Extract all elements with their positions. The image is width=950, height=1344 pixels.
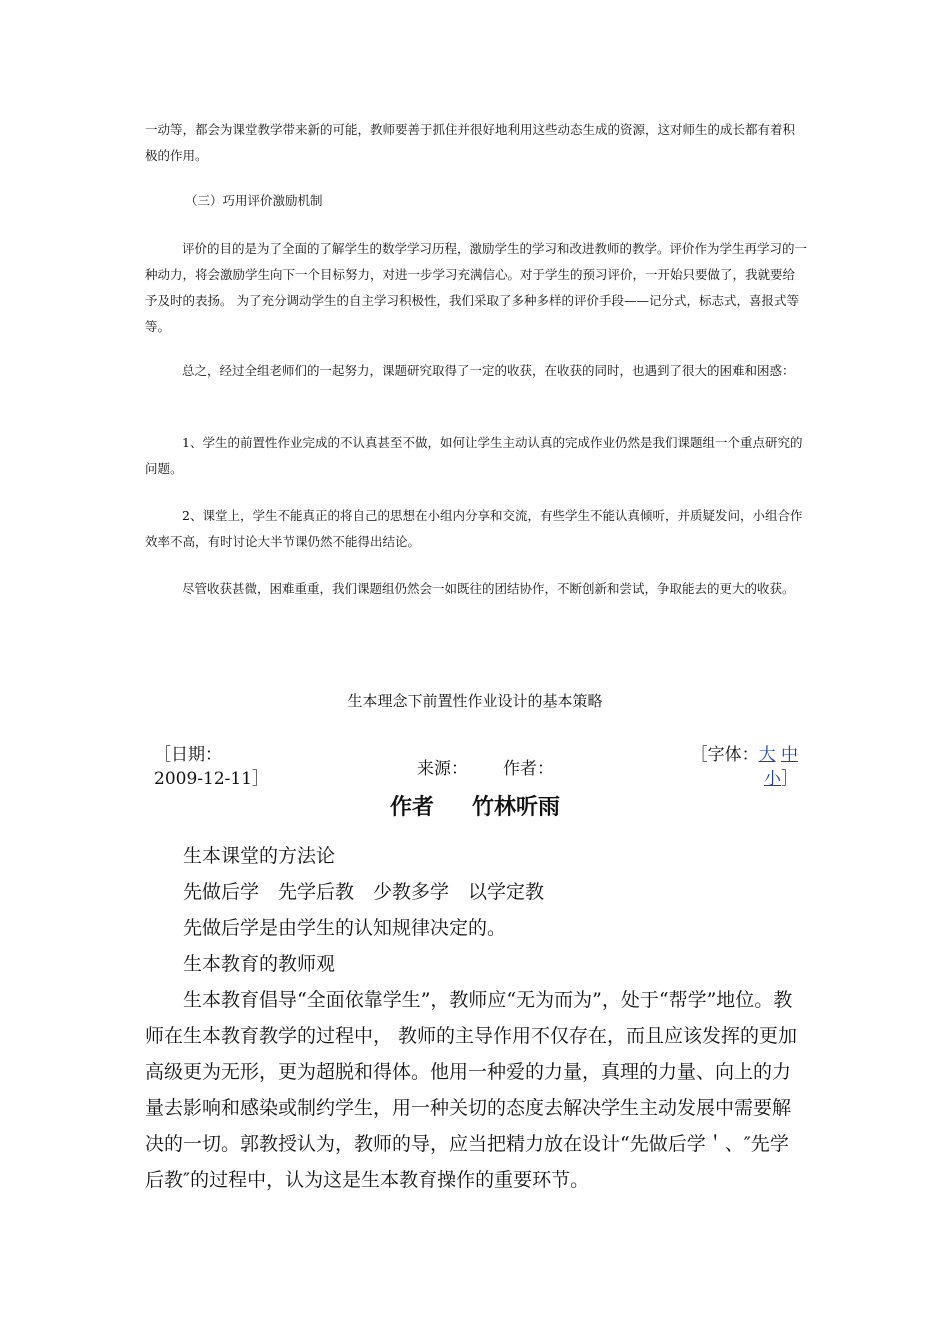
- font-close-bracket: ］: [781, 769, 798, 789]
- body-line: 生本课堂的方法论: [183, 845, 336, 867]
- byline-name: 竹林听雨: [472, 795, 561, 820]
- body-paragraph: 生本教育倡导“全面依靠学生”，教师应“无为而为”，处于“帮学”地位。教师在生本教育教学的过程中， 教师的主导作用不仅存在，而且应该发挥的更加高级更为无形，更为超脱和得体。他用一种爱的力量，真理的力量、向上的力量去影响和感染或制约学生，用一种关切的态度去解决学生主动发展中需要解决的一切。郭教授认为，教师的导，应当把精力放在设计“先做后学＇、″先学后教″的过程中，认为这是生本教育操作的重要环节。: [145, 989, 798, 1191]
- top-paragraph-3: [145, 358, 807, 384]
- body-line: 先做后学 先学后教 少教多学 以学定教: [183, 881, 545, 903]
- source-label: 来源：: [417, 759, 468, 779]
- paragraph-text: 评价的目的是为了全面的了解学生的数学学习历程，激励学生的学习和改进教师的教学。评价作为学生再学习的一种动力，将会激励学生向下一个目标努力，对进一步学习充满信心。对于学生的预习评价，一开始只要做了，我就要给予及时的表扬。 为了充分调动学生的自主学习积极性，我们采取了多种多样的评价手段——记分式，标志式，喜报式等等。: [145, 241, 808, 334]
- article-body: [145, 838, 807, 1198]
- top-paragraph-1: [145, 117, 807, 169]
- paragraph-text: 总之，经过全组老师们的一起努力，课题研究取得了一定的收获，在收获的同时，也遇到了很大的困难和困惑：: [182, 363, 795, 378]
- article-title: 生本理念下前置性作业设计的基本策略: [347, 692, 603, 710]
- font-size-controls: [680, 743, 798, 791]
- body-line: 生本教育的教师观: [183, 953, 336, 975]
- top-paragraph-2: [145, 236, 807, 340]
- top-paragraph-4: [145, 430, 807, 482]
- top-paragraph-5: [145, 503, 807, 555]
- font-small-link[interactable]: 小: [764, 769, 781, 789]
- font-large-link[interactable]: 大: [758, 745, 776, 765]
- body-line: 先做后学是由学生的认知规律决定的。: [183, 917, 507, 939]
- author-label: 作者：: [503, 759, 554, 779]
- byline: [0, 790, 950, 821]
- section-heading-text: （三）巧用评价激励机制: [185, 193, 323, 208]
- font-medium-link[interactable]: 中: [781, 745, 798, 765]
- font-label: ［字体：: [690, 745, 759, 765]
- section-heading: [145, 188, 807, 214]
- paragraph-text: 1、学生的前置性作业完成的不认真甚至不做，如何让学生主动认真的完成作业仍然是我们课题组一个重点研究的问题。: [145, 435, 803, 476]
- paragraph-text: 尽管收获甚微，困难重重，我们课题组仍然会一如既往的团结协作，不断创新和尝试，争取能去的更大的收获。: [182, 581, 795, 596]
- byline-prefix: 作者: [389, 795, 434, 820]
- top-paragraph-6: [145, 576, 807, 602]
- date-label: ［日期：: [154, 745, 222, 765]
- date-value: 2009-12-11］: [154, 769, 270, 789]
- date-block: [154, 743, 269, 791]
- paragraph-text: 一动等，都会为课堂教学带来新的可能，教师要善于抓住并很好地利用这些动态生成的资源，这对师生的成长都有着积极的作用。: [145, 122, 796, 163]
- paragraph-text: 2、课堂上，学生不能真正的将自己的思想在小组内分享和交流，有些学生不能认真倾听，并质疑发问，小组合作效率不高，有时讨论大半节课仍然不能得出结论。: [145, 508, 803, 549]
